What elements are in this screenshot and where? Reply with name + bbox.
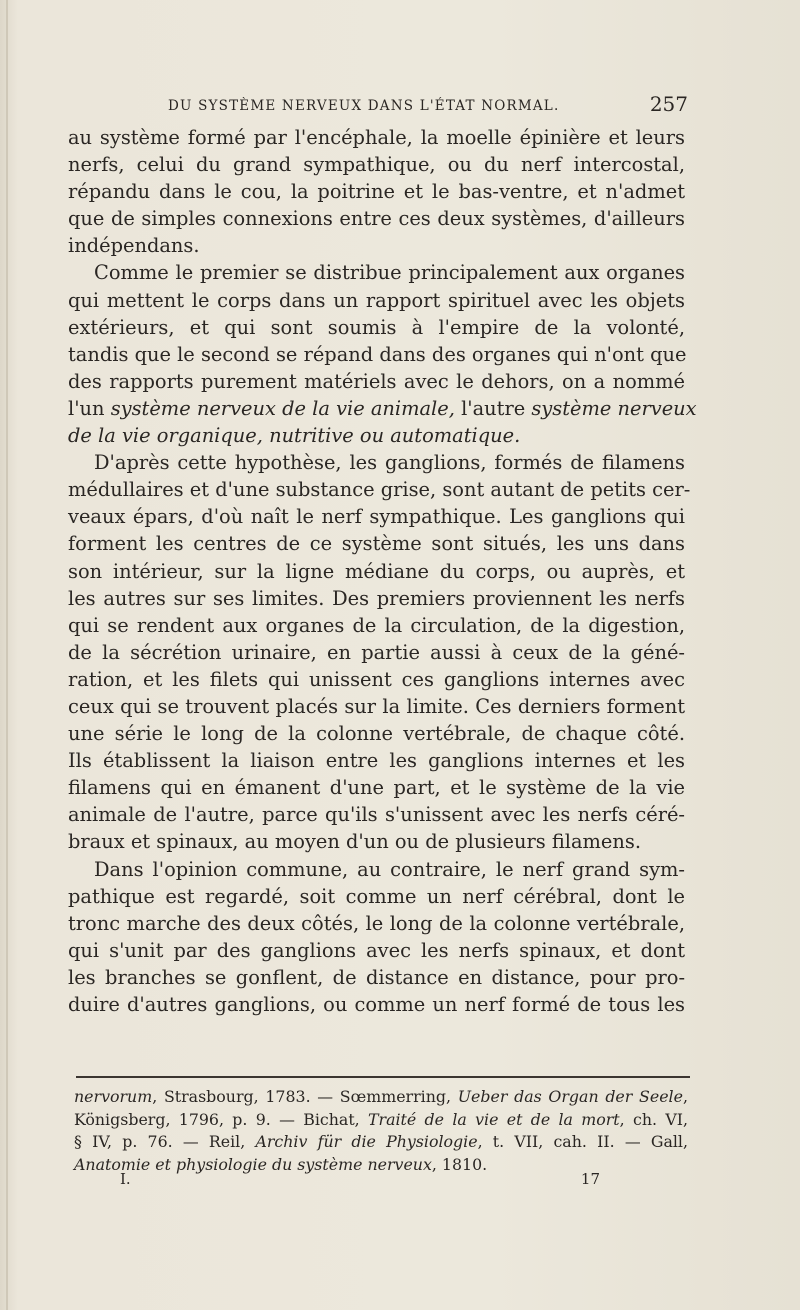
footnote-run: , Strasbourg, 1783. — Sœmmerring,: [152, 1087, 458, 1106]
footnote-line: [74, 1109, 688, 1132]
footnote-italic: nervorum: [74, 1087, 153, 1106]
text-line: ration, et les filets qui unissent ces ganglions internes avec: [68, 667, 685, 691]
text-line: tronc marche des deux côtés, le long de la colonne vertébrale,: [68, 911, 685, 935]
footnote-italic: Anatomie et physiologie du système nerveux: [74, 1154, 432, 1174]
text-line: Dans l'opinion commune, au contraire, le nerf grand sym-: [94, 857, 685, 881]
text-line: indépendans.: [68, 234, 200, 258]
text-line: tandis que le second se répand dans des organes qui n'ont que: [68, 342, 687, 366]
text-line: ceux qui se trouvent placés sur la limite. Ces derniers forment: [68, 694, 685, 718]
text-line: Ils établissent la liaison entre les ganglions internes et les: [68, 749, 685, 773]
page-gutter: [6, 0, 8, 1310]
text-line: pathique est regardé, soit comme un nerf cérébral, dont le: [68, 884, 685, 908]
text-line: qui s'unit par des ganglions avec les nerfs spinaux, et dont: [68, 938, 685, 962]
text-line: de la vie organique, nutritive ou automatique.: [68, 424, 521, 448]
body-text: [68, 124, 697, 1018]
text-line: une série le long de la colonne vertébrale, de chaque côté.: [68, 722, 685, 746]
signature-mark: [120, 1170, 600, 1192]
text-line: qui mettent le corps dans un rapport spirituel avec les objets: [68, 288, 685, 312]
footnote-line: [74, 1086, 688, 1109]
footnote-run: , ch. VI,: [619, 1109, 688, 1129]
text-run: l'un: [68, 396, 111, 420]
footnote-italic: Archiv für die Physiologie: [255, 1132, 478, 1151]
text-line: Comme le premier se distribue principalement aux organes: [94, 261, 685, 285]
text-run: l'autre: [454, 396, 532, 420]
text-line: au système formé par l'encéphale, la moelle épinière et leurs: [68, 126, 685, 149]
text-line: répandu dans le cou, la poitrine et le bas-ventre, et n'admet: [68, 180, 685, 204]
text-line: son intérieur, sur la ligne médiane du corps, ou auprès, et: [68, 559, 685, 583]
signature-gathering: 17: [580, 1170, 600, 1188]
text-line: de la sécrétion urinaire, en partie aussi à ceux de la géné-: [68, 640, 685, 664]
footnote-run: § IV, p. 76. — Reil,: [74, 1132, 256, 1151]
footnote-run: , t. VII, cah. II. — Gall,: [477, 1132, 688, 1151]
text-line: des rapports purement matériels avec le dehors, on a nommé: [68, 369, 685, 393]
text-line: qui se rendent aux organes de la circulation, de la digestion,: [68, 613, 685, 637]
text-line: les autres sur ses limites. Des premiers proviennent les nerfs: [68, 586, 685, 610]
footnote-italic: Traité de la vie et de la mort: [368, 1109, 620, 1129]
text-line: animale de l'autre, parce qu'ils s'unissent avec les nerfs céré-: [68, 803, 685, 827]
text-line: forment les centres de ce système sont situés, les uns dans: [68, 532, 685, 556]
footnote: [74, 1086, 688, 1176]
footnote-run: , 1810.: [431, 1154, 488, 1174]
text-line: duire d'autres ganglions, ou comme un nerf formé de tous les: [68, 993, 685, 1016]
italic-term: système nerveux: [531, 396, 697, 420]
text-line: braux et spinaux, au moyen d'un ou de plusieurs filamens.: [68, 830, 642, 854]
text-line: que de simples connexions entre ces deux systèmes, d'ailleurs: [68, 207, 685, 231]
footnote-run: Königsberg, 1796, p. 9. — Bichat,: [74, 1109, 368, 1129]
text-line: D'après cette hypothèse, les ganglions, formés de filamens: [94, 451, 685, 475]
running-head: [168, 92, 688, 118]
signature-volume: I.: [120, 1170, 131, 1188]
running-head-title: DU SYSTÈME NERVEUX DANS L'ÉTAT NORMAL.: [168, 98, 560, 114]
text-line: filamens qui en émanent d'une part, et le système de la vie: [68, 776, 685, 800]
footnote-run: ,: [682, 1087, 688, 1106]
text-line: médullaires et d'une substance grise, sont autant de petits cer-: [68, 478, 691, 502]
text-line: nerfs, celui du grand sympathique, ou du nerf intercostal,: [68, 153, 685, 177]
footnote-italic: Ueber das Organ der Seele: [457, 1087, 683, 1106]
text-line: extérieurs, et qui sont soumis à l'empire de la volonté,: [68, 315, 685, 339]
footnote-rule: [76, 1076, 690, 1078]
footnote-line: [74, 1131, 688, 1154]
text-line: les branches se gonflent, de distance en distance, pour pro-: [68, 965, 685, 989]
text-line: veaux épars, d'où naît le nerf sympathique. Les ganglions qui: [68, 505, 685, 529]
italic-term: système nerveux de la vie animale,: [110, 396, 455, 420]
text-line: [68, 395, 697, 422]
page-number: 257: [649, 92, 688, 116]
